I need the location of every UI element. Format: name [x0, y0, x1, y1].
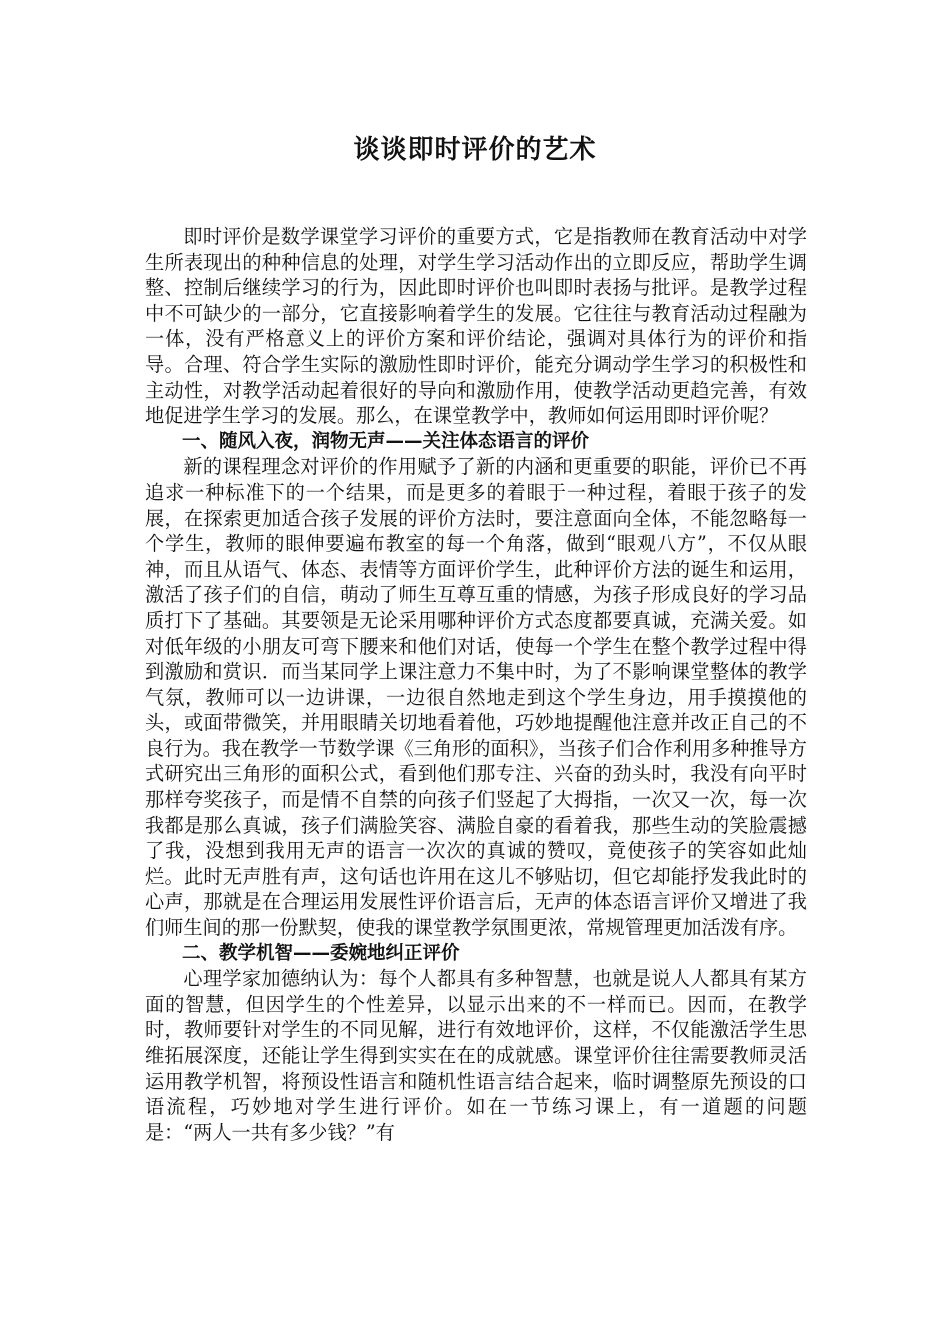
section-2-heading: 二、教学机智——委婉地纠正评价 — [182, 942, 460, 964]
document-title: 谈谈即时评价的艺术 — [353, 135, 597, 165]
intro-paragraph: 即时评价是数学课堂学习评价的重要方式，它是指教师在教育活动中对学生所表现出的种种信息的处理，对学生学习活动作出的立即反应，帮助学生调整、控制后继续学习的行为，因此即时评价也叫即时表扬与批评。是教学过程中不可缺少的一部分，它直接影响着学生的发展。它往往与教育活动过程融为一体，没有严格意义上的评价方案和评价结论，强调对具体行为的评价和指导。合理、符合学生实际的激励性即时评价，能充分调动学生学习的积极性和主动性，对教学活动起着很好的导向和激励作用，使教学活动更趋完善，有效地促进学生学习的发展。那么，在课堂教学中，教师如何运用即时评价呢？ — [145, 225, 807, 428]
section-2-paragraph: 心理学家加德纳认为：每个人都具有多种智慧，也就是说人人都具有某方面的智慧，但因学生的个性差异，以显示出来的不一样而已。因而，在教学时，教师要针对学生的不同见解，进行有效地评价，这样，不仅能激活学生思维拓展深度，还能让学生得到实实在在的成就感。课堂评价往往需要教师灵活运用教学机智，将预设性语言和随机性语言结合起来，临时调整原先预设的口语流程，巧妙地对学生进行评价。如在一节练习课上，有一道题的问题是：“两人一共有多少钱？”有 — [145, 967, 807, 1144]
section-1-paragraph: 新的课程理念对评价的作用赋予了新的内涵和更重要的职能，评价已不再追求一种标准下的一个结果，而是更多的着眼于一种过程，着眼于孩子的发展，在探索更加适合孩子发展的评价方法时，要注意面向全体，不能忽略每一个学生，教师的眼伸要遍布教室的每一个角落，做到“眼观八方”，不仅从眼神，而且从语气、体态、表情等方面评价学生，此种评价方法的诞生和运用，激活了孩子们的自信，萌动了师生互尊互重的情感，为孩子形成良好的学习品质打下了基础。其要领是无论采用哪种评价方式态度都要真诚，充满关爱。如对低年级的小朋友可弯下腰来和他们对话，使每一个学生在整个教学过程中得到激励和赏识．而当某同学上课注意力不集中时，为了不影响课堂整体的教学气氛，教师可以一边讲课，一边很自然地走到这个学生身边，用手摸摸他的头，或面带微笑，并用眼睛关切地看着他，巧妙地提醒他注意并改正自己的不良行为。我在教学一节数学课《三角形的面积》，当孩子们合作利用多种推导方式研究出三角形的面积公式，看到他们那专注、兴奋的劲头时，我没有向平时那样夸奖孩子，而是情不自禁的向孩子们竖起了大拇指，一次又一次，每一次我都是那么真诚，孩子们满脸笑容、满脸自豪的看着我，那些生动的笑脸震撼了我，没想到我用无声的语言一次次的真诚的赞叹，竟使孩子的笑容如此灿烂。此时无声胜有声，这句话也许用在这儿不够贴切，但它却能抒发我此时的心声，那就是在合理运用发展性评价语言后，无声的体态语言评价又增进了我们师生间的那一份默契，使我的课堂教学氛围更浓，常规管理更加活泼有序。 — [145, 455, 807, 940]
section-1-heading: 一、随风入夜，润物无声——关注体态语言的评价 — [182, 430, 590, 452]
document-body — [145, 224, 807, 1145]
